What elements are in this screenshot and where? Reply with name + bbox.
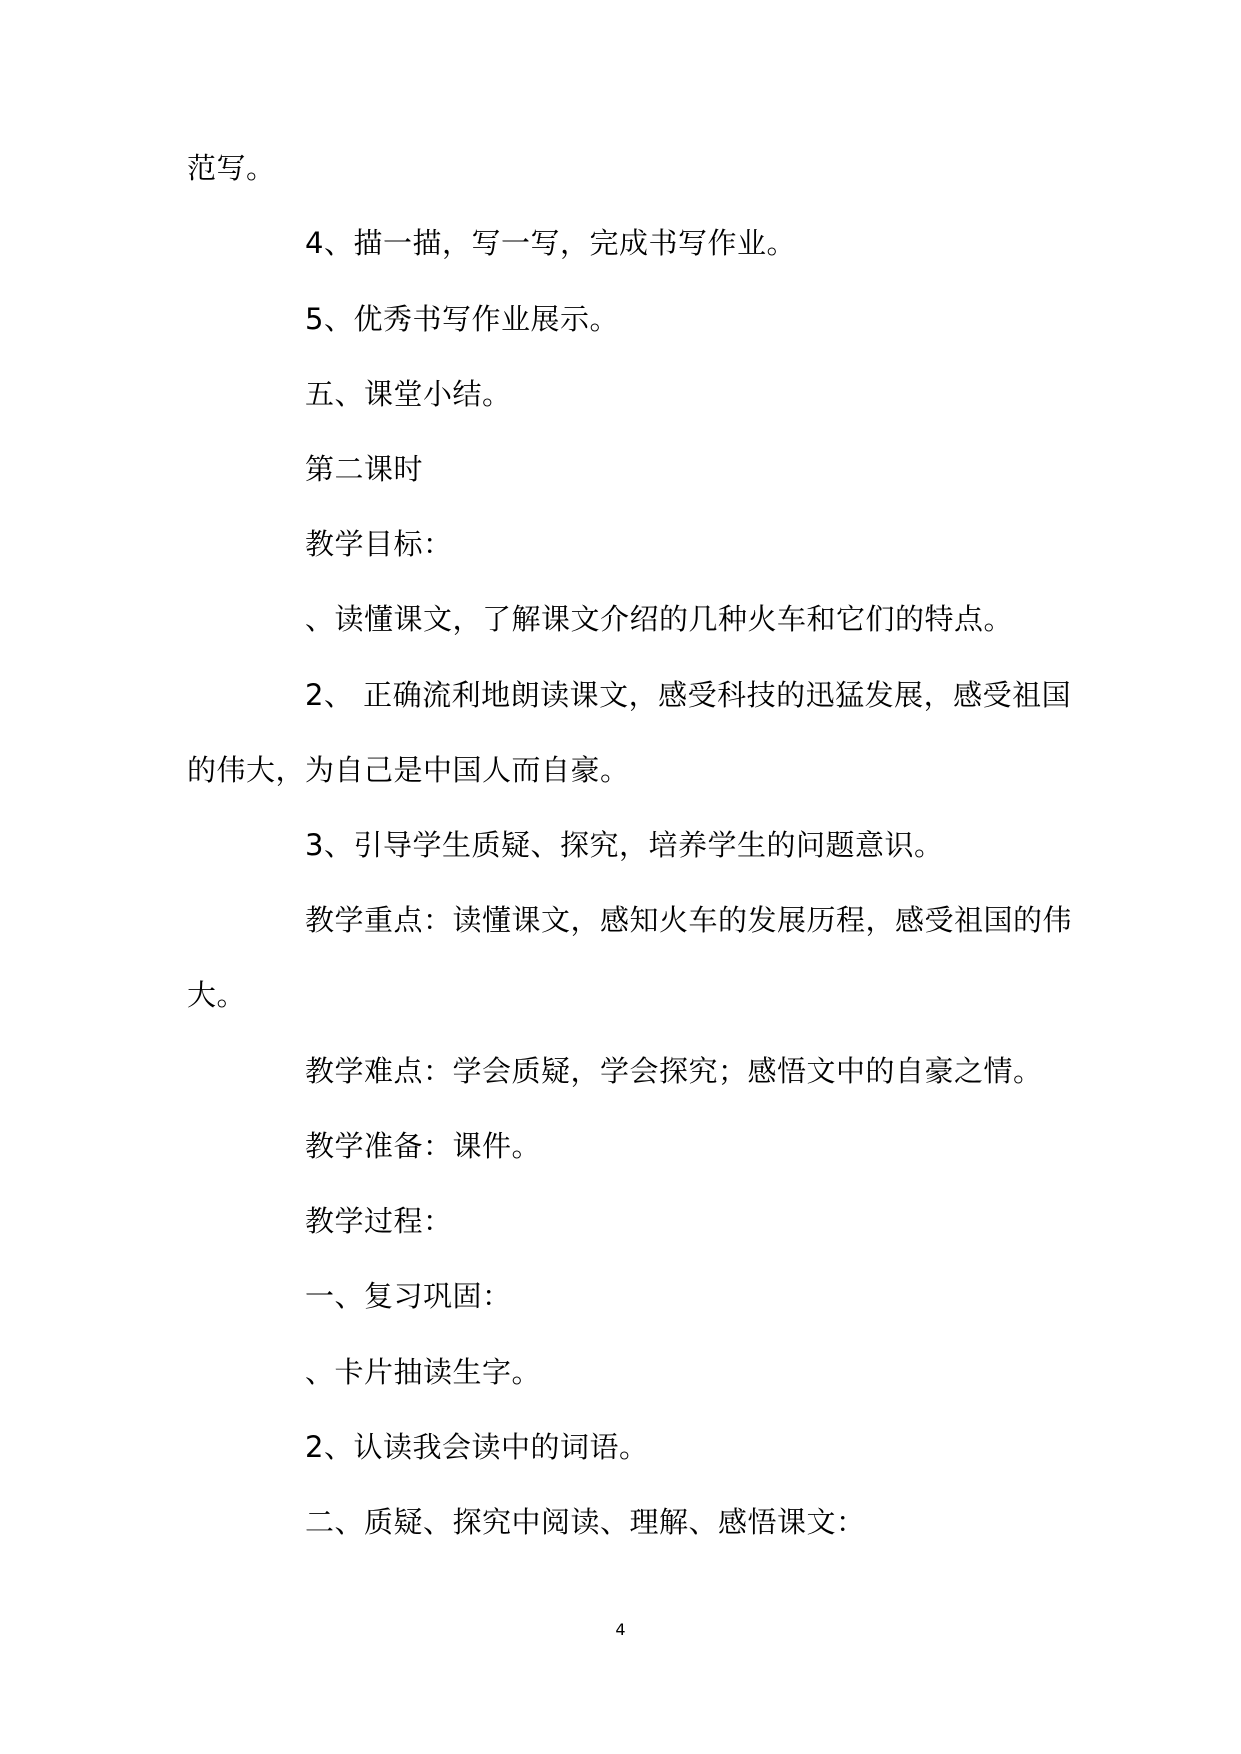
text-line: 2、认读我会读中的词语。 bbox=[305, 1430, 649, 1464]
text-line: 教学难点：学会质疑，学会探究；感悟文中的自豪之情。 bbox=[305, 1054, 1043, 1088]
text-line: 二、质疑、探究中阅读、理解、感悟课文： bbox=[305, 1505, 866, 1539]
text-line: 4、描一描，写一写，完成书写作业。 bbox=[305, 226, 796, 260]
text-line: 范写。 bbox=[187, 151, 276, 185]
text-line: 5、优秀书写作业展示。 bbox=[305, 302, 619, 336]
text-line: 3、引导学生质疑、探究，培养学生的问题意识。 bbox=[305, 828, 944, 862]
text-line: 教学重点：读懂课文，感知火车的发展历程，感受祖国的伟 bbox=[305, 903, 1073, 937]
text-line: 、读懂课文，了解课文介绍的几种火车和它们的特点。 bbox=[305, 602, 1014, 636]
text-line: 2、 正确流利地朗读课文，感受科技的迅猛发展，感受祖国 bbox=[305, 678, 1072, 712]
page-number: 4 bbox=[615, 1620, 626, 1639]
section-heading: 第二课时 bbox=[305, 452, 424, 486]
text-line: 一、复习巩固： bbox=[305, 1279, 512, 1313]
text-line: 的伟大，为自己是中国人而自豪。 bbox=[187, 753, 630, 787]
text-line: 、卡片抽读生字。 bbox=[305, 1355, 542, 1389]
text-line: 教学过程： bbox=[305, 1204, 453, 1238]
text-line: 教学准备：课件。 bbox=[305, 1129, 542, 1163]
text-line: 教学目标： bbox=[305, 527, 453, 561]
text-line: 五、课堂小结。 bbox=[305, 377, 512, 411]
text-line: 大。 bbox=[187, 978, 247, 1012]
